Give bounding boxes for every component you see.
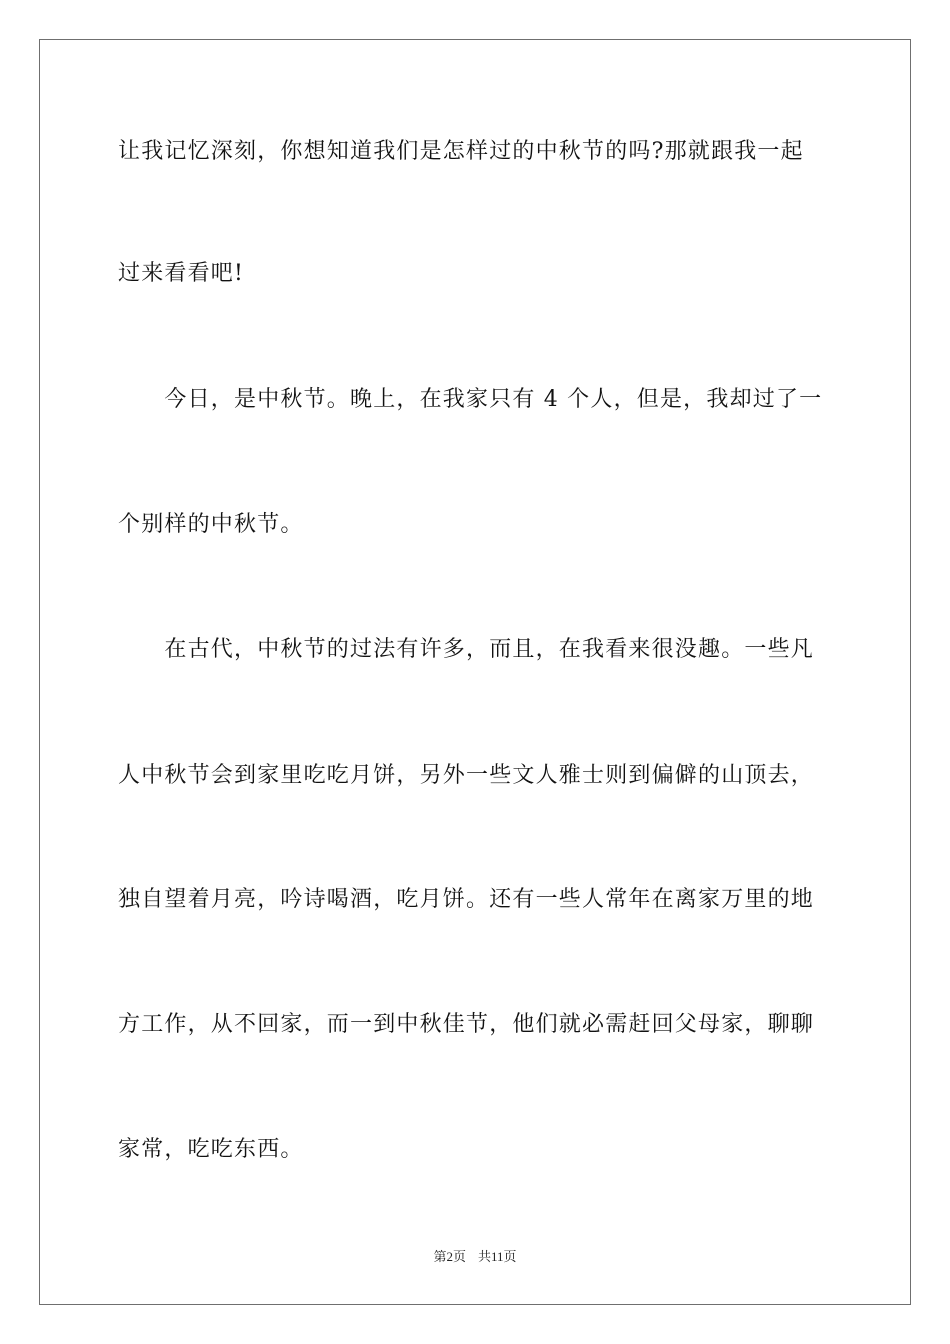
text-line-2: 过来看看吧!	[118, 261, 245, 286]
page-number: 第2页	[433, 1249, 466, 1264]
text-line-3: 今日，是中秋节。晚上，在我家只有 4 个人，但是，我却过了一	[118, 387, 823, 412]
text-line-5: 在古代，中秋节的过法有许多，而且，在我看来很没趣。一些凡	[118, 637, 815, 662]
page-total: 共11页	[477, 1249, 517, 1264]
text-line-6: 人中秋节会到家里吃吃月饼，另外一些文人雅士则到偏僻的山顶去，	[118, 763, 815, 788]
text-line-4: 个别样的中秋节。	[118, 512, 304, 537]
text-line-1: 让我记忆深刻，你想知道我们是怎样过的中秋节的吗?那就跟我一起	[118, 139, 804, 164]
text-line-8: 方工作，从不回家，而一到中秋佳节，他们就必需赶回父母家，聊聊	[118, 1012, 815, 1037]
text-line-7: 独自望着月亮，吟诗喝酒，吃月饼。还有一些人常年在离家万里的地	[118, 887, 815, 912]
text-line-9: 家常，吃吃东西。	[118, 1137, 304, 1162]
page-border	[39, 39, 911, 1305]
page-footer	[0, 1247, 950, 1267]
